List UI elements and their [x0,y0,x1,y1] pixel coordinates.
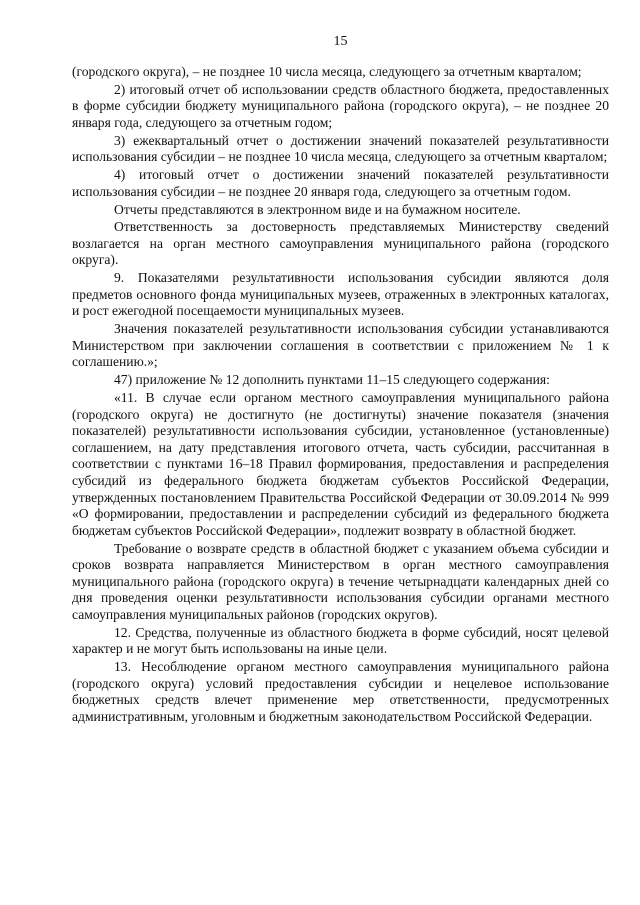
paragraph-clause-9: 9. Показателями результативности использования субсидии являются доля предметов основного фонда муниципальных музеев, отраженных в электронных каталогах, и рост ежегодной посещаемости муниципальных музеев. [72,270,609,319]
paragraph-continuation: (городского округа), – не позднее 10 числа месяца, следующего за отчетным кварталом; [72,64,582,79]
paragraph-item-2: 2) итоговый отчет об использовании средств областного бюджета, предоставленных в форме субсидии бюджету муниципального района (городского округа), – не позднее 20 января года, следующего за отчетным годом; [72,81,609,130]
paragraph-refund-requirement: Требование о возврате средств в областной бюджет с указанием объема субсидии и сроков возврата направляется Министерством в орган местного самоуправления муниципального района (городского округа) в течение четырнадцати календарных дней со дня проведения оценки результативности использования субсидии органами местного самоуправления муниципальных районов (городских округов). [72,540,609,622]
paragraph-item-4: 4) итоговый отчет о достижении значений показателей результативности использования субсидии – не позднее 20 января года, следующего за отчетным годом. [72,167,609,199]
paragraph-item-47: 47) приложение № 12 дополнить пунктами 11–15 следующего содержания: [114,372,550,388]
paragraph-clause-12: 12. Средства, полученные из областного бюджета в форме субсидий, носят целевой характер и не могут быть использованы на иные цели. [72,624,609,657]
paragraph-indicator-values: Значения показателей результативности использования субсидии устанавливаются Министерством при заключении соглашения в соответствии с приложением № 1 к соглашению.»; [72,321,609,370]
paragraph-responsibility: Ответственность за достоверность представляемых Министерству сведений возлагается на орган местного самоуправления муниципального района (городского округа). [72,219,609,268]
document-body [72,64,609,725]
paragraph-item-3: 3) ежеквартальный отчет о достижении значений показателей результативности использования субсидии – не позднее 10 числа месяца, следующего за отчетным кварталом; [72,132,609,165]
paragraph-clause-13: 13. Несоблюдение органом местного самоуправления муниципального района (городского округа) условий предоставления субсидии и нецелевое использование бюджетных средств влечет применение мер ответственности, предусмотренных административным, уголовным и бюджетным законодательством Российской Федерации. [72,659,609,724]
page-number: 15 [333,34,348,49]
paragraph-clause-11: «11. В случае если органом местного самоуправления муниципального района (городского округа) не достигнуто (не достигнуты) значение показателя (значения показателей) результативности использования субсидии, установленное (установленные) соглашением, на дату представления итогового отчета, часть субсидии, рассчитанная в соответствии с пунктами 16–18 Правил формирования, предоставления и распределения субсидий из федерального бюджета бюджетам субъектов Российской Федерации, утвержденных постановлением Правительства Российской Федерации от 30.09.2014 № 999 «О формировании, предоставлении и распределении субсидий из федерального бюджета бюджетам субъектов Российской Федерации», подлежит возврату в областной бюджет. [72,389,609,538]
paragraph-reports-format: Отчеты представляются в электронном виде и на бумажном носителе. [114,201,521,217]
